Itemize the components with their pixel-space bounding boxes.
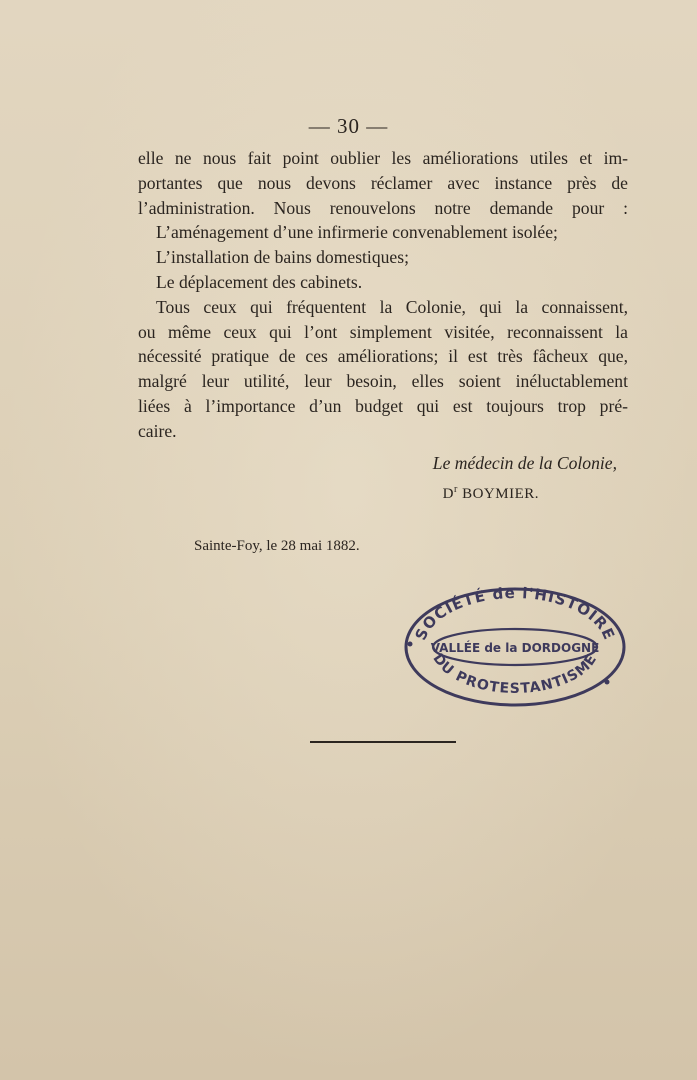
signature-surname: BOYMIER. — [462, 486, 539, 502]
text-line: caire. — [138, 420, 177, 441]
list-item: L’installation de bains domestiques; — [156, 247, 409, 268]
text-line: liées à l’importance d’un budget qui est toujours trop pré- — [138, 395, 628, 416]
signature-role: Le médecin de la Colonie, — [432, 453, 617, 473]
text-line: portantes que nous devons réclamer avec instance près de — [138, 172, 628, 193]
closing-rule — [310, 741, 456, 743]
list-item: L’aménagement d’une infirmerie convenablement isolée; — [156, 222, 558, 243]
text-line: Tous ceux qui fréquentent la Colonie, qui la connaissent, — [156, 296, 628, 317]
library-stamp — [402, 584, 628, 710]
signature-title: $D^r$ — [442, 484, 458, 502]
text-line: malgré leur utilité, leur besoin, elles soient inéluctablement — [138, 371, 628, 392]
stamp-top-text: SOCIÉTÉ de l'HISTOIRE — [411, 584, 619, 643]
stamp-center-text: VALLÉE de la DORDOGNE — [430, 641, 600, 655]
signature-name — [0, 484, 539, 503]
list-item: Le déplacement des cabinets. — [156, 271, 363, 292]
place-date: Sainte-Foy, le 28 mai 1882. — [194, 538, 360, 554]
text-line: ou même ceux qui l’ont simplement visitée, reconnaissent la — [138, 321, 628, 342]
body-text — [138, 146, 628, 444]
text-line: nécessité pratique de ces améliorations; il est très fâcheux que, — [138, 346, 628, 367]
text-line: l’administration. Nous renouvelons notre demande pour : — [138, 197, 628, 218]
stamp-bottom-text: DU PROTESTANTISME — [429, 651, 601, 697]
text-line: elle ne nous fait point oublier les améliorations utiles et im- — [138, 148, 628, 168]
page-number: — 30 — — [308, 114, 389, 138]
